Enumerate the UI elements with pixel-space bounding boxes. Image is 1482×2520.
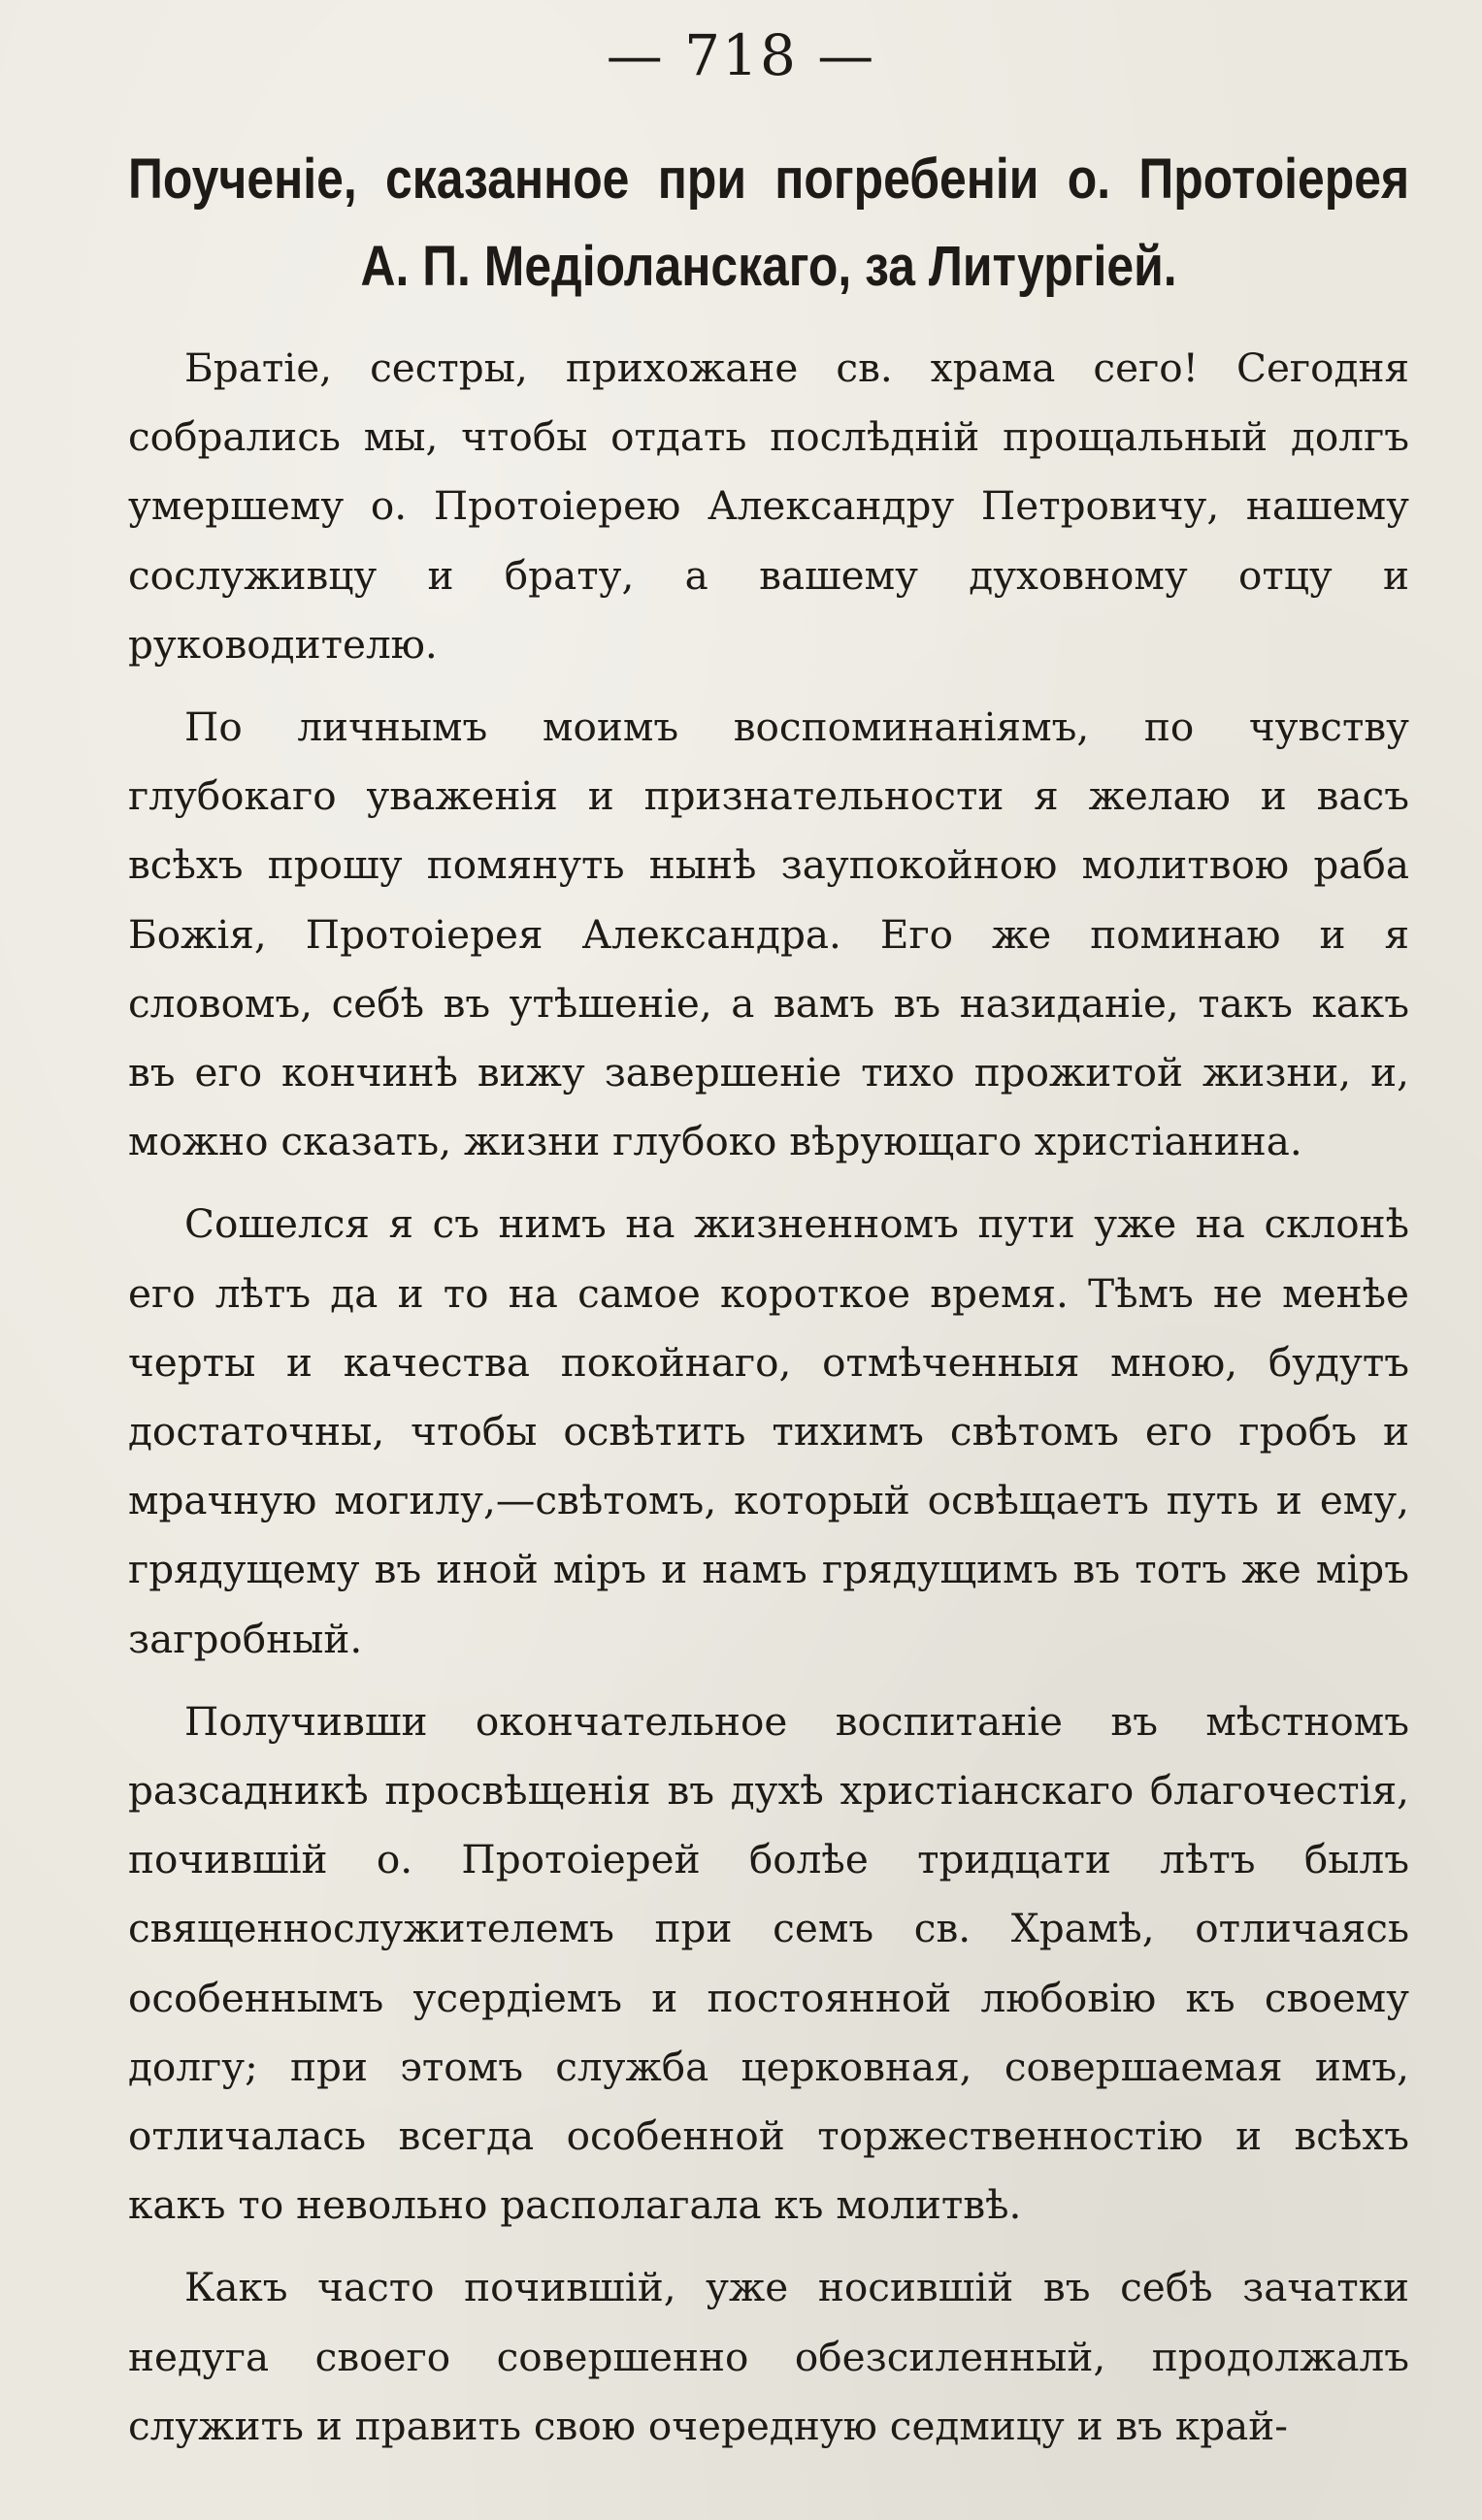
sermon-title-line-2: А. П. Медіоланскаго, за Литургіей. xyxy=(360,235,1177,298)
paragraph-3: Сошелся я съ нимъ на жизненномъ пути уже на склонѣ его лѣтъ да и то на самое короткое время. Тѣмъ не менѣе черты и качества покойнаго, отмѣченныя мною, будутъ достаточны, чтобы освѣтить тихимъ свѣтомъ его гробъ и мрачную могилу,—свѣтомъ, который освѣщаетъ путь и ему, грядущему въ иной міръ и намъ грядущимъ въ тотъ же міръ загробный. xyxy=(128,1200,1409,1662)
paragraph-2: По личнымъ моимъ воспоминаніямъ, по чувству глубокаго уваженія и признательности я желаю и васъ всѣхъ прошу помянуть нынѣ заупокойною молитвою раба Божія, Протоіерея Александра. Его же поминаю и я словомъ, себѣ въ утѣшеніе, а вамъ въ назиданіе, такъ какъ въ его кончинѣ вижу завершеніе тихо прожитой жизни, и, можно сказать, жизни глубоко вѣрующаго христіанина. xyxy=(128,704,1409,1165)
paragraph-1: Братіе, сестры, прихожане св. храма сего! Сегодня собрались мы, чтобы отдать послѣднiй прощальный долгъ умершему о. Протоіерею Александру Петровичу, нашему сослуживцу и брату, а вашему духовному отцу и руководителю. xyxy=(128,344,1409,668)
paragraph-5: Какъ часто почившій, уже носившій въ себѣ зачатки недуга своего совершенно обезсиленный, продолжалъ служить и править свою очередную седмицу и въ край- xyxy=(128,2264,1409,2449)
paragraph-4: Получивши окончательное воспитаніе въ мѣстномъ разсадникѣ просвѣщенія въ духѣ христіанскаго благочестія, почившій о. Протоіерей болѣе тридцати лѣтъ былъ священнослужителемъ при семъ св. Храмѣ, отличаясь особеннымъ усердіемъ и постоянной любовію къ своему долгу; при этомъ служба церковная, совершаемая имъ, отличалась всегда особенной торжественностію и всѣхъ какъ то невольно располагала къ молитвѣ. xyxy=(128,1697,1409,2229)
sermon-title-line-1: Поученіе, сказанное при погребеніи о. Протоіерея xyxy=(128,147,1410,211)
sermon-title xyxy=(128,136,1410,311)
page-number: — 718 — xyxy=(606,22,876,88)
sermon-body xyxy=(128,334,1409,2461)
